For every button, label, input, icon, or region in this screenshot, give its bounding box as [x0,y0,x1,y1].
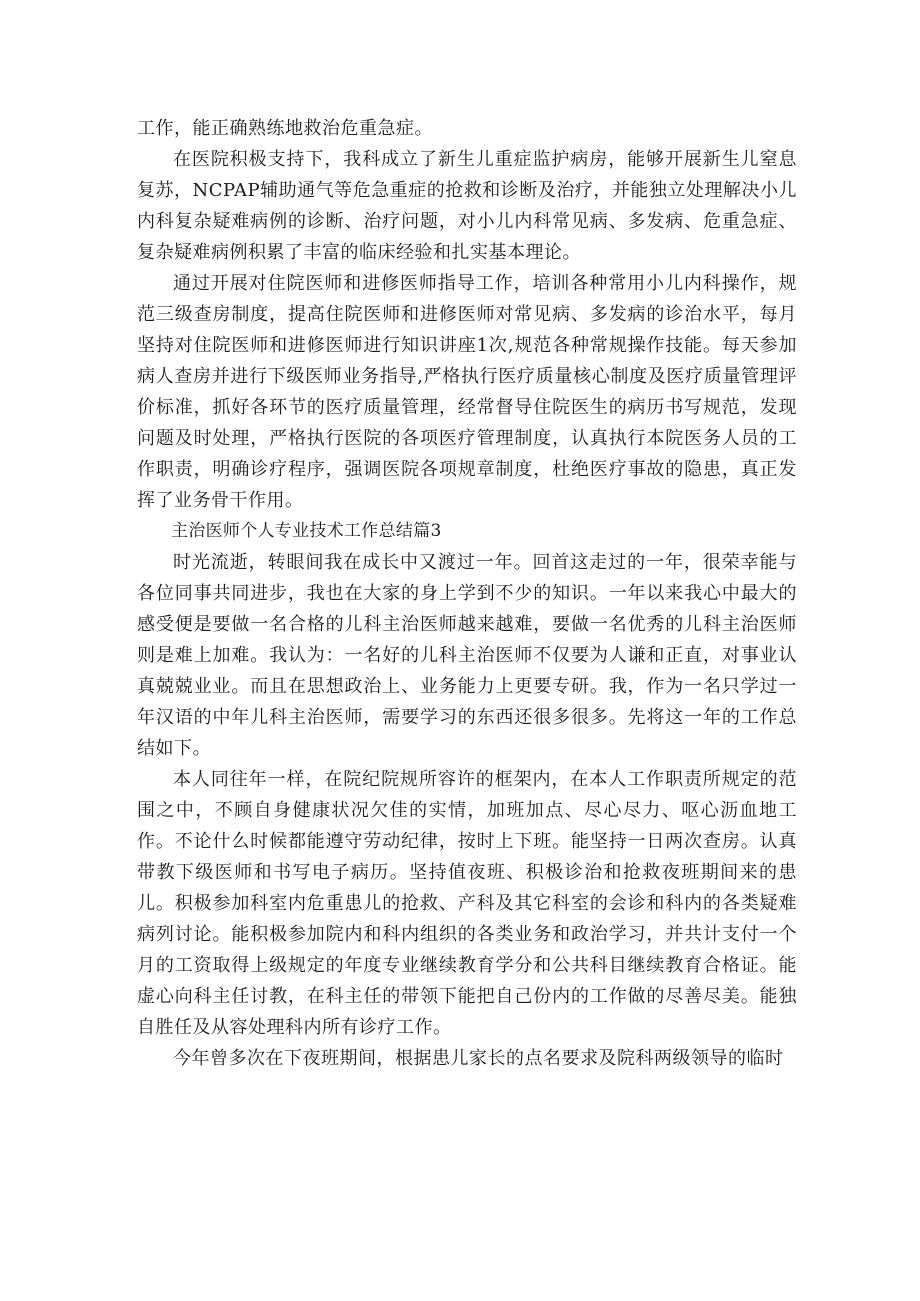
section-heading: 主治医师个人专业技术工作总结篇3 [171,521,442,541]
paragraph-continuation: 工作，能正确熟练地救治危重急症。 [137,118,433,139]
paragraph-intro: 时光流逝，转眼间我在成长中又渡过一年。回首这走过的一年，很荣幸能与各位同事共同进步，我也在大家的身上学到不少的知识。一年以来我心中最大的感受便是要做一名合格的儿科主治医师越来越难，要做一名优秀的儿科主治医师则是难上加难。我认为：一名好的儿科主治医师不仅要为人谦和正直，对事业认真兢兢业业。而且在思想政治上、业务能力上更要专研。我，作为一名只学过一年汉语的中年儿科主治医师，需要学习的东西还很多很多。先将这一年的工作总结如下。 [137,552,797,759]
paragraph-nicu: 在医院积极支持下，我科成立了新生儿重症监护病房，能够开展新生儿窒息复苏，NCPAP辅助通气等危急重症的抢救和诊断及治疗，并能独立处理解决小儿内科复杂疑难病例的诊断、治疗问题，对小儿内科常见病、多发病、危重急症、复杂疑难病例积累了丰富的临床经验和扎实基本理论。 [137,149,797,263]
paragraph-training: 通过开展对住院医师和进修医师指导工作，培训各种常用小儿内科操作，规范三级查房制度，提高住院医师和进修医师对常见病、多发病的诊治水平，每月坚持对住院医师和进修医师进行知识讲座1次,规范各种常规操作技能。每天参加病人查房并进行下级医师业务指导,严格执行医疗质量核心制度及医疗质量管理评价标准，抓好各环节的医疗质量管理，经常督导住院医生的病历书写规范，发现问题及时处理，严格执行医院的各项医疗管理制度，认真执行本院医务人员的工作职责，明确诊疗程序，强调医院各项规章制度，杜绝医疗事故的隐患，真正发挥了业务骨干作用。 [137,273,797,511]
paragraph-duties: 本人同往年一样，在院纪院规所容许的框架内，在本人工作职责所规定的范围之中，不顾自身健康状况欠佳的实情，加班加点、尽心尽力、呕心沥血地工作。不论什么时候都能遵守劳动纪律，按时上下班。能坚持一日两次查房。认真带教下级医师和书写电子病历。坚持值夜班、积极诊治和抢救夜班期间来的患儿。积极参加科室内危重患儿的抢救、产科及其它科室的会诊和科内的各类疑难病列讨论。能积极参加院内和科内组织的各类业务和政治学习，并共计支付一个月的工资取得上级规定的年度专业继续教育学分和公共科目继续教育合格证。能虚心向科主任讨教，在科主任的带领下能把自己份内的工作做的尽善尽美。能独自胜任及从容处理科内所有诊疗工作。 [137,769,797,1038]
document-body [137,113,797,1074]
paragraph-night-shift: 今年曾多次在下夜班期间，根据患儿家长的点名要求及院科两级领导的临时 [173,1048,784,1069]
